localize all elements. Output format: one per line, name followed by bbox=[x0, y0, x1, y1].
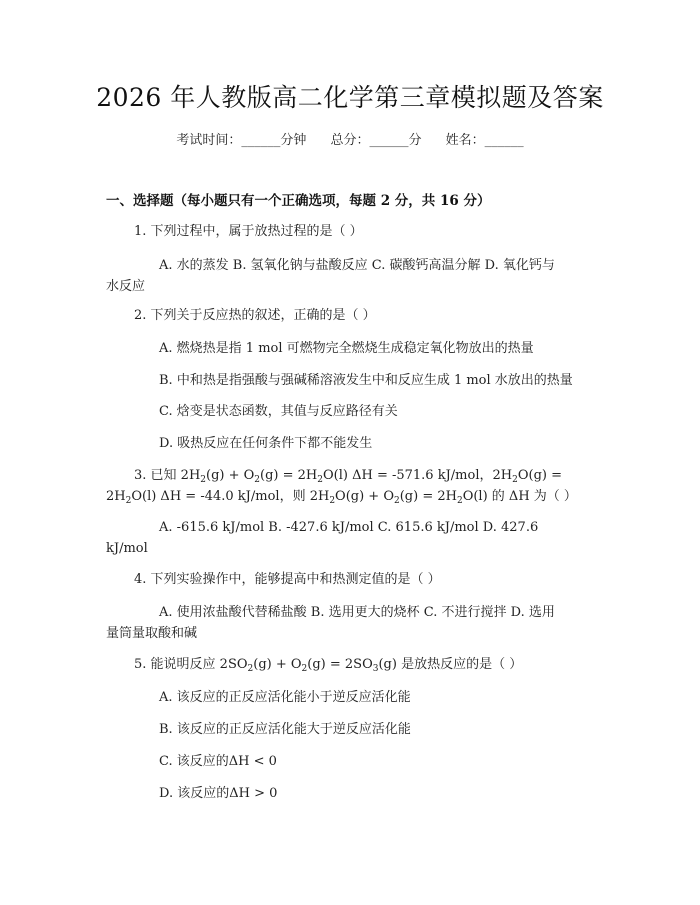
question-5-stem: 5. 能说明反应 $2SO_2(g) + O_2(g) = 2SO_3(g)$ 是放热反应的是（ ） bbox=[134, 657, 523, 674]
exam-meta bbox=[0, 131, 700, 151]
question-3-options-wrap: kJ/mol bbox=[106, 541, 148, 556]
question-1-options: A. 水的蒸发 B. 氢氧化钠与盐酸反应 C. 碳酸钙高温分解 D. 氧化钙与 bbox=[159, 258, 555, 273]
question-4-options-wrap: 量筒量取酸和碱 bbox=[106, 626, 198, 641]
question-1-options-wrap: 水反应 bbox=[106, 279, 146, 294]
question-3-stem: 3. 已知 $2H_2(g) + O_2(g) = 2H_2O(l) \Delta H = -571.6$ kJ/mol，$2H_2O(g)$ = bbox=[134, 468, 562, 485]
question-5-option-b: B. 该反应的正反应活化能大于逆反应活化能 bbox=[159, 722, 411, 737]
question-2-option-a: A. 燃烧热是指 1 mol 可燃物完全燃烧生成稳定氧化物放出的热量 bbox=[159, 341, 534, 356]
question-1-stem: 1. 下列过程中，属于放热过程的是（ ） bbox=[134, 224, 363, 239]
section-heading-choice: 一、选择题（每小题只有一个正确选项，每题 2 分，共 16 分） bbox=[106, 193, 491, 209]
page-title: 2026 年人教版高二化学第三章模拟题及答案 bbox=[96, 83, 604, 112]
question-4-options: A. 使用浓盐酸代替稀盐酸 B. 选用更大的烧杯 C. 不进行搅拌 D. 选用 bbox=[159, 605, 555, 620]
question-3-options: A. -615.6 kJ/mol B. -427.6 kJ/mol C. 615.6 kJ/mol D. 427.6 bbox=[159, 520, 539, 535]
question-2-option-c: C. 焓变是状态函数，其值与反应路径有关 bbox=[159, 404, 398, 419]
question-2-stem: 2. 下列关于反应热的叙述，正确的是（ ） bbox=[134, 308, 376, 323]
question-5-option-c: C. 该反应的ΔH < 0 bbox=[159, 754, 277, 769]
question-5-option-a: A. 该反应的正反应活化能小于逆反应活化能 bbox=[159, 690, 411, 705]
question-4-stem: 4. 下列实验操作中，能够提高中和热测定值的是（ ） bbox=[134, 572, 441, 587]
name-field: 姓名：______ bbox=[445, 133, 524, 148]
question-5-option-d: D. 该反应的ΔH > 0 bbox=[159, 786, 278, 801]
total-score-field: 总分：______分 bbox=[330, 133, 422, 148]
question-3-stem-wrap: $2H_2O(l) \Delta H = -44.0$ kJ/mol，则 $2H_2O(g) + O_2(g) = 2H_2O(l)$ 的 ΔH 为（ ） bbox=[106, 489, 577, 506]
question-2-option-b: B. 中和热是指强酸与强碱稀溶液发生中和反应生成 1 mol 水放出的热量 bbox=[159, 373, 573, 388]
question-2-option-d: D. 吸热反应在任何条件下都不能发生 bbox=[159, 436, 373, 451]
exam-time-field: 考试时间：______分钟 bbox=[176, 133, 307, 148]
